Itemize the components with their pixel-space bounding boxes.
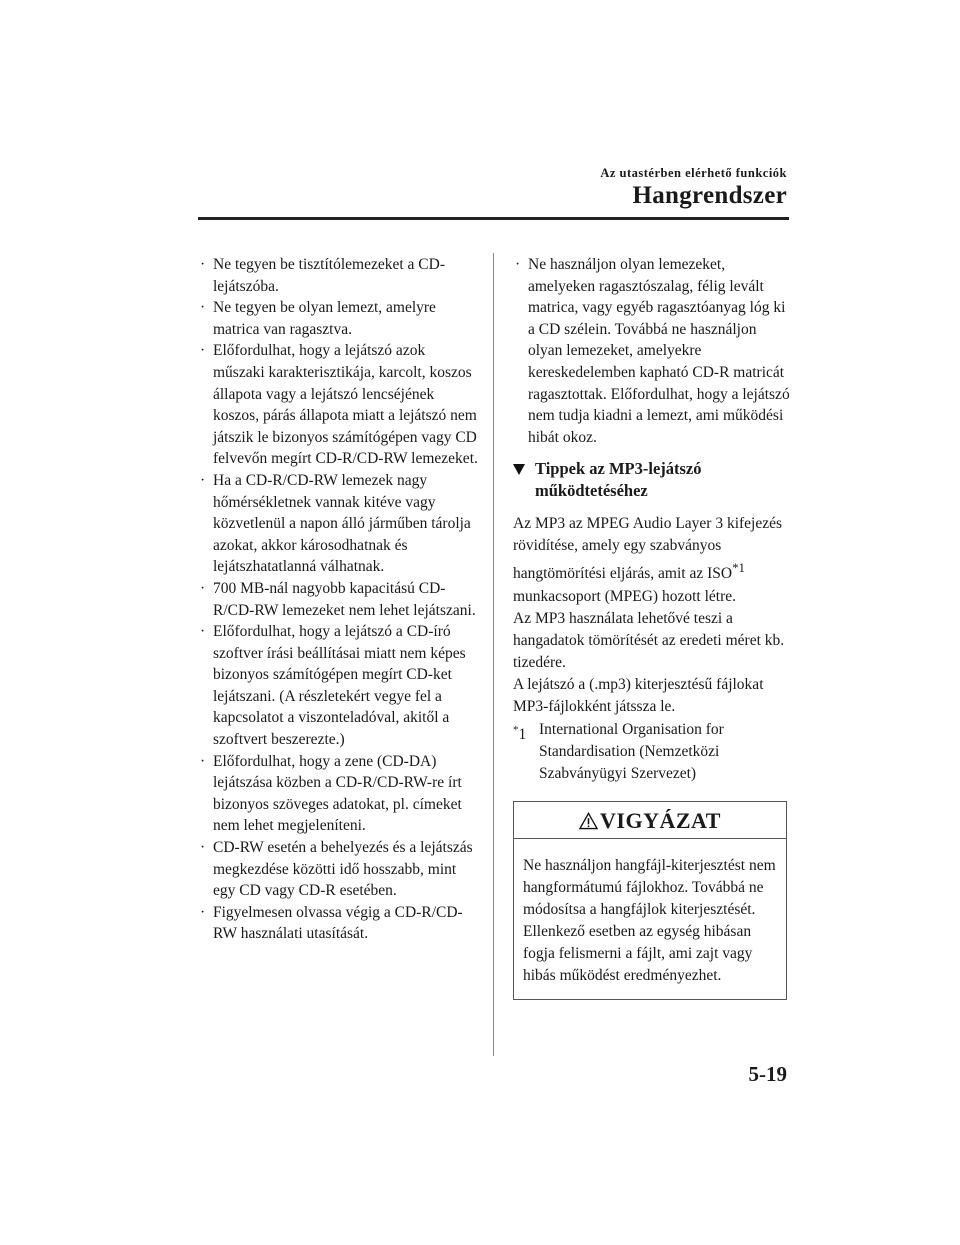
bullet-dot-icon: · bbox=[200, 752, 206, 770]
list-item: · Ha a CD-R/CD-RW lemezek nagy hőmérsékletnek vannak kitéve vagy közvetlenül a napon álló járműben tárolja azokat, akkor károsodhatnak és lejátszhatatlanná válhatnak. bbox=[200, 471, 471, 576]
bullet-dot-icon: · bbox=[200, 623, 206, 641]
list-item: · Ne tegyen be tisztítólemezeket a CD-lejátszóba. bbox=[200, 256, 445, 295]
footnote: *1 International Organisation for Standardisation (Nemzetközi Szabványügyi Szervezet) bbox=[513, 720, 724, 782]
list-item: · Ne tegyen be olyan lemezt, amelyre matrica van ragasztva. bbox=[200, 299, 436, 338]
bullet-dot-icon: · bbox=[200, 903, 206, 921]
right-bullet-list bbox=[513, 254, 793, 448]
triangle-down-icon bbox=[513, 464, 525, 475]
column-divider bbox=[493, 253, 494, 1056]
list-item: · Előfordulhat, hogy a lejátszó azok műszaki karakterisztikája, karcolt, koszos állapota vagy a lejátszó lencséjének koszos, párás állapota miatt a lejátszó nem játszik le bizonyos számítógépen vagy CD felvevőn megírt CD-R/CD-RW lemezeket. bbox=[200, 342, 478, 468]
caution-box bbox=[513, 801, 787, 1000]
caution-heading: VIGYÁZAT bbox=[514, 802, 786, 839]
bullet-dot-icon: · bbox=[515, 256, 521, 273]
page-title: Hangrendszer bbox=[632, 182, 787, 209]
footnote-marker: *1 bbox=[513, 723, 527, 743]
page-number: 5-19 bbox=[748, 1062, 787, 1086]
left-bullet-list bbox=[198, 254, 480, 945]
list-item: · 700 MB-nál nagyobb kapacitású CD-R/CD-RW lemezeket nem lehet lejátszani. bbox=[200, 579, 476, 619]
mp3-paragraph-1: Az MP3 az MPEG Audio Layer 3 kifejezés rövidítése, amely egy szabványos hangtömörítési eljárás, amit az ISO$^{*1}$ munkacsoport (MPEG) hozott létre. bbox=[513, 515, 783, 605]
bullet-dot-icon: · bbox=[200, 299, 206, 317]
list-item: · Figyelmesen olvassa végig a CD-R/CD-RW használati utasítását. bbox=[200, 903, 463, 943]
bullet-dot-icon: · bbox=[200, 839, 206, 857]
bullet-dot-icon: · bbox=[200, 256, 206, 273]
bullet-dot-icon: · bbox=[200, 342, 206, 360]
footnote-reference: *1 bbox=[732, 560, 745, 576]
header-section-label: Az utastérben elérhető funkciók bbox=[600, 166, 787, 180]
bullet-dot-icon: · bbox=[200, 471, 206, 489]
mp3-paragraph-2: Az MP3 használata lehetővé teszi a hangadatok tömörítését az eredeti méret kb. tizedére. bbox=[513, 609, 785, 671]
mp3-paragraph-3: A lejátszó a (.mp3) kiterjesztésű fájlokat MP3-fájlokként játssza le. bbox=[513, 675, 764, 715]
right-column bbox=[513, 254, 793, 1000]
caution-text: Ne használjon hangfájl-kiterjesztést nem hangformátumú fájlokhoz. Továbbá ne módosítsa a hangfájlok kiterjesztését. Ellenkező esetben az egység hibásan fogja felismerni a fájlt, ami zajt vagy hibás működést eredményezhet. bbox=[523, 856, 776, 984]
list-item: · Ne használjon olyan lemezeket, amelyeken ragasztószalag, félig levált matrica, vagy egyéb ragasztóanyag lóg ki a CD szélein. Továbbá ne használjon olyan lemezeket, amelyekre kereskedelemben kapható CD-R matricát ragasztottak. Előfordulhat, hogy a lejátszó nem tudja kiadni a lemezt, ami működési hibát okoz. bbox=[515, 256, 790, 446]
list-item: · Előfordulhat, hogy a zene (CD-DA) lejátszása közben a CD-R/CD-RW-re írt bizonyos szöveges adatokat, pl. címeket nem lehet megjeleníteni. bbox=[200, 752, 462, 835]
list-item: · Előfordulhat, hogy a lejátszó a CD-író szoftver írási beállításai miatt nem képes bizonyos számítógépen megírt CD-ket lejátszani. (A részletekért vegye fel a kapcsolatot a viszonteladóval, akitől a szoftvert beszerezte.) bbox=[200, 623, 466, 749]
warning-triangle-icon bbox=[579, 812, 598, 830]
list-item: · CD-RW esetén a behelyezés és a lejátszás megkezdése közötti idő hosszabb, mint egy CD vagy CD-R esetében. bbox=[200, 839, 473, 900]
mp3-section-heading: Tippek az MP3-lejátszó működtetéséhez bbox=[513, 458, 793, 502]
bullet-dot-icon: · bbox=[200, 579, 206, 597]
left-column bbox=[198, 254, 480, 945]
header-rule bbox=[198, 217, 789, 220]
